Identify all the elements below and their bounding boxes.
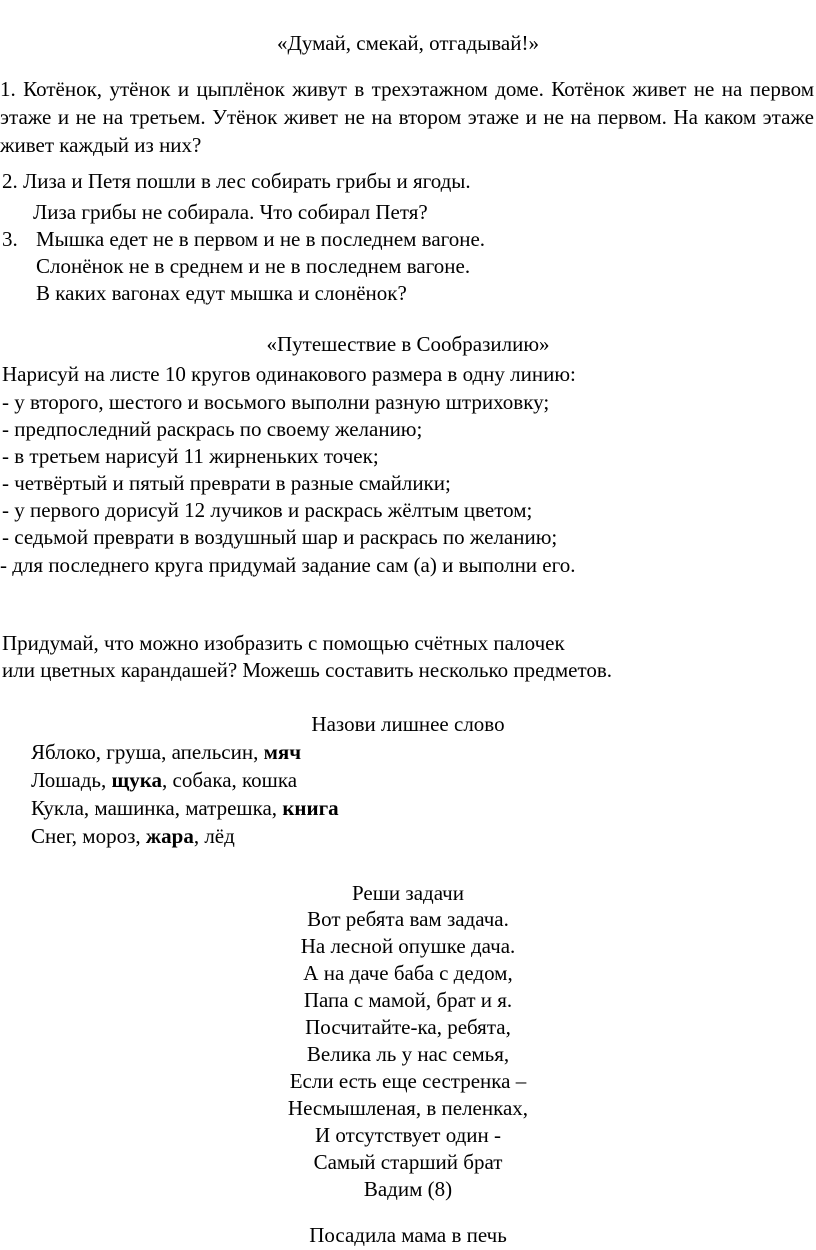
question-3-line-2: Слонёнок не в среднем и не в последнем вагоне. xyxy=(36,254,471,278)
section-title-journey: «Путешествие в Сообразилию» xyxy=(266,332,550,356)
poem-line: А на даче баба с дедом, xyxy=(303,961,513,985)
question-1: 1. Котёнок, утёнок и цыплёнок живут в трехэтажном доме. Котёнок живет не на первом этаже и не на третьем. Утёнок живет не на втором этаже и не на первом. На каком этаже живет каждый из них? xyxy=(0,77,814,157)
sticks-task-line-1: Придумай, что можно изобразить с помощью счётных палочек xyxy=(2,631,565,655)
poem-line: На лесной опушке дача. xyxy=(300,934,516,958)
poem-line: Вадим (8) xyxy=(363,1177,453,1201)
odd-word-row xyxy=(31,739,301,766)
section-title-solve: Реши задачи xyxy=(352,881,464,905)
poem-line: Папа с мамой, брат и я. xyxy=(303,988,513,1012)
journey-item: - для последнего круга придумай задание сам (а) и выполни его. xyxy=(0,553,576,577)
journey-item: - предпоследний раскрась по своему желанию; xyxy=(2,417,423,441)
poem-line: Посчитайте-ка, ребята, xyxy=(305,1015,511,1039)
question-2-line-2: Лиза грибы не собирала. Что собирал Петя? xyxy=(33,200,428,224)
next-riddle-line: Посадила мама в печь xyxy=(309,1223,507,1247)
journey-intro: Нарисуй на листе 10 кругов одинакового размера в одну линию: xyxy=(2,362,576,386)
journey-item: - четвёртый и пятый преврати в разные смайлики; xyxy=(2,471,451,495)
question-2-line-1: 2. Лиза и Петя пошли в лес собирать грибы и ягоды. xyxy=(2,169,471,193)
poem-line: Самый старший брат xyxy=(313,1150,503,1174)
sticks-task-line-2: или цветных карандашей? Можешь составить несколько предметов. xyxy=(2,658,613,682)
poem-line: Велика ль у нас семья, xyxy=(306,1042,510,1066)
odd-word-row xyxy=(31,767,297,794)
odd-word-answer: мяч xyxy=(263,740,302,764)
question-3-number: 3. xyxy=(2,227,18,251)
journey-item: - в третьем нарисуй 11 жирненьких точек; xyxy=(2,444,379,468)
section-title-think: «Думай, смекай, отгадывай!» xyxy=(277,31,539,55)
question-3-line-1: Мышка едет не в первом и не в последнем вагоне. xyxy=(36,227,486,251)
odd-word-row-text: , собака, кошка xyxy=(162,768,298,792)
odd-word-answer: жара xyxy=(145,824,194,848)
odd-word-row-text: Снег, мороз, xyxy=(31,824,146,848)
poem-line: И отсутствует один - xyxy=(314,1123,502,1147)
odd-word-row xyxy=(31,795,339,822)
odd-word-answer: щука xyxy=(111,768,162,792)
odd-word-row xyxy=(31,823,235,850)
journey-item: - у первого дорисуй 12 лучиков и раскрась жёлтым цветом; xyxy=(2,498,533,522)
odd-word-row-text: Яблоко, груша, апельсин, xyxy=(31,740,264,764)
journey-item: - у второго, шестого и восьмого выполни разную штриховку; xyxy=(2,390,550,414)
poem-line: Несмышленая, в пеленках, xyxy=(287,1096,529,1120)
odd-word-row-text: Кукла, машинка, матрешка, xyxy=(31,796,283,820)
odd-word-row-text: Лошадь, xyxy=(31,768,112,792)
poem-line: Если есть еще сестренка – xyxy=(289,1069,527,1093)
odd-word-row-text: , лёд xyxy=(193,824,235,848)
odd-word-answer: книга xyxy=(282,796,339,820)
poem-line: Вот ребята вам задача. xyxy=(307,907,509,931)
section-title-odd-word: Назови лишнее слово xyxy=(311,712,505,736)
question-3-line-3: В каких вагонах едут мышка и слонёнок? xyxy=(36,281,407,305)
journey-item: - седьмой преврати в воздушный шар и раскрась по желанию; xyxy=(2,525,558,549)
